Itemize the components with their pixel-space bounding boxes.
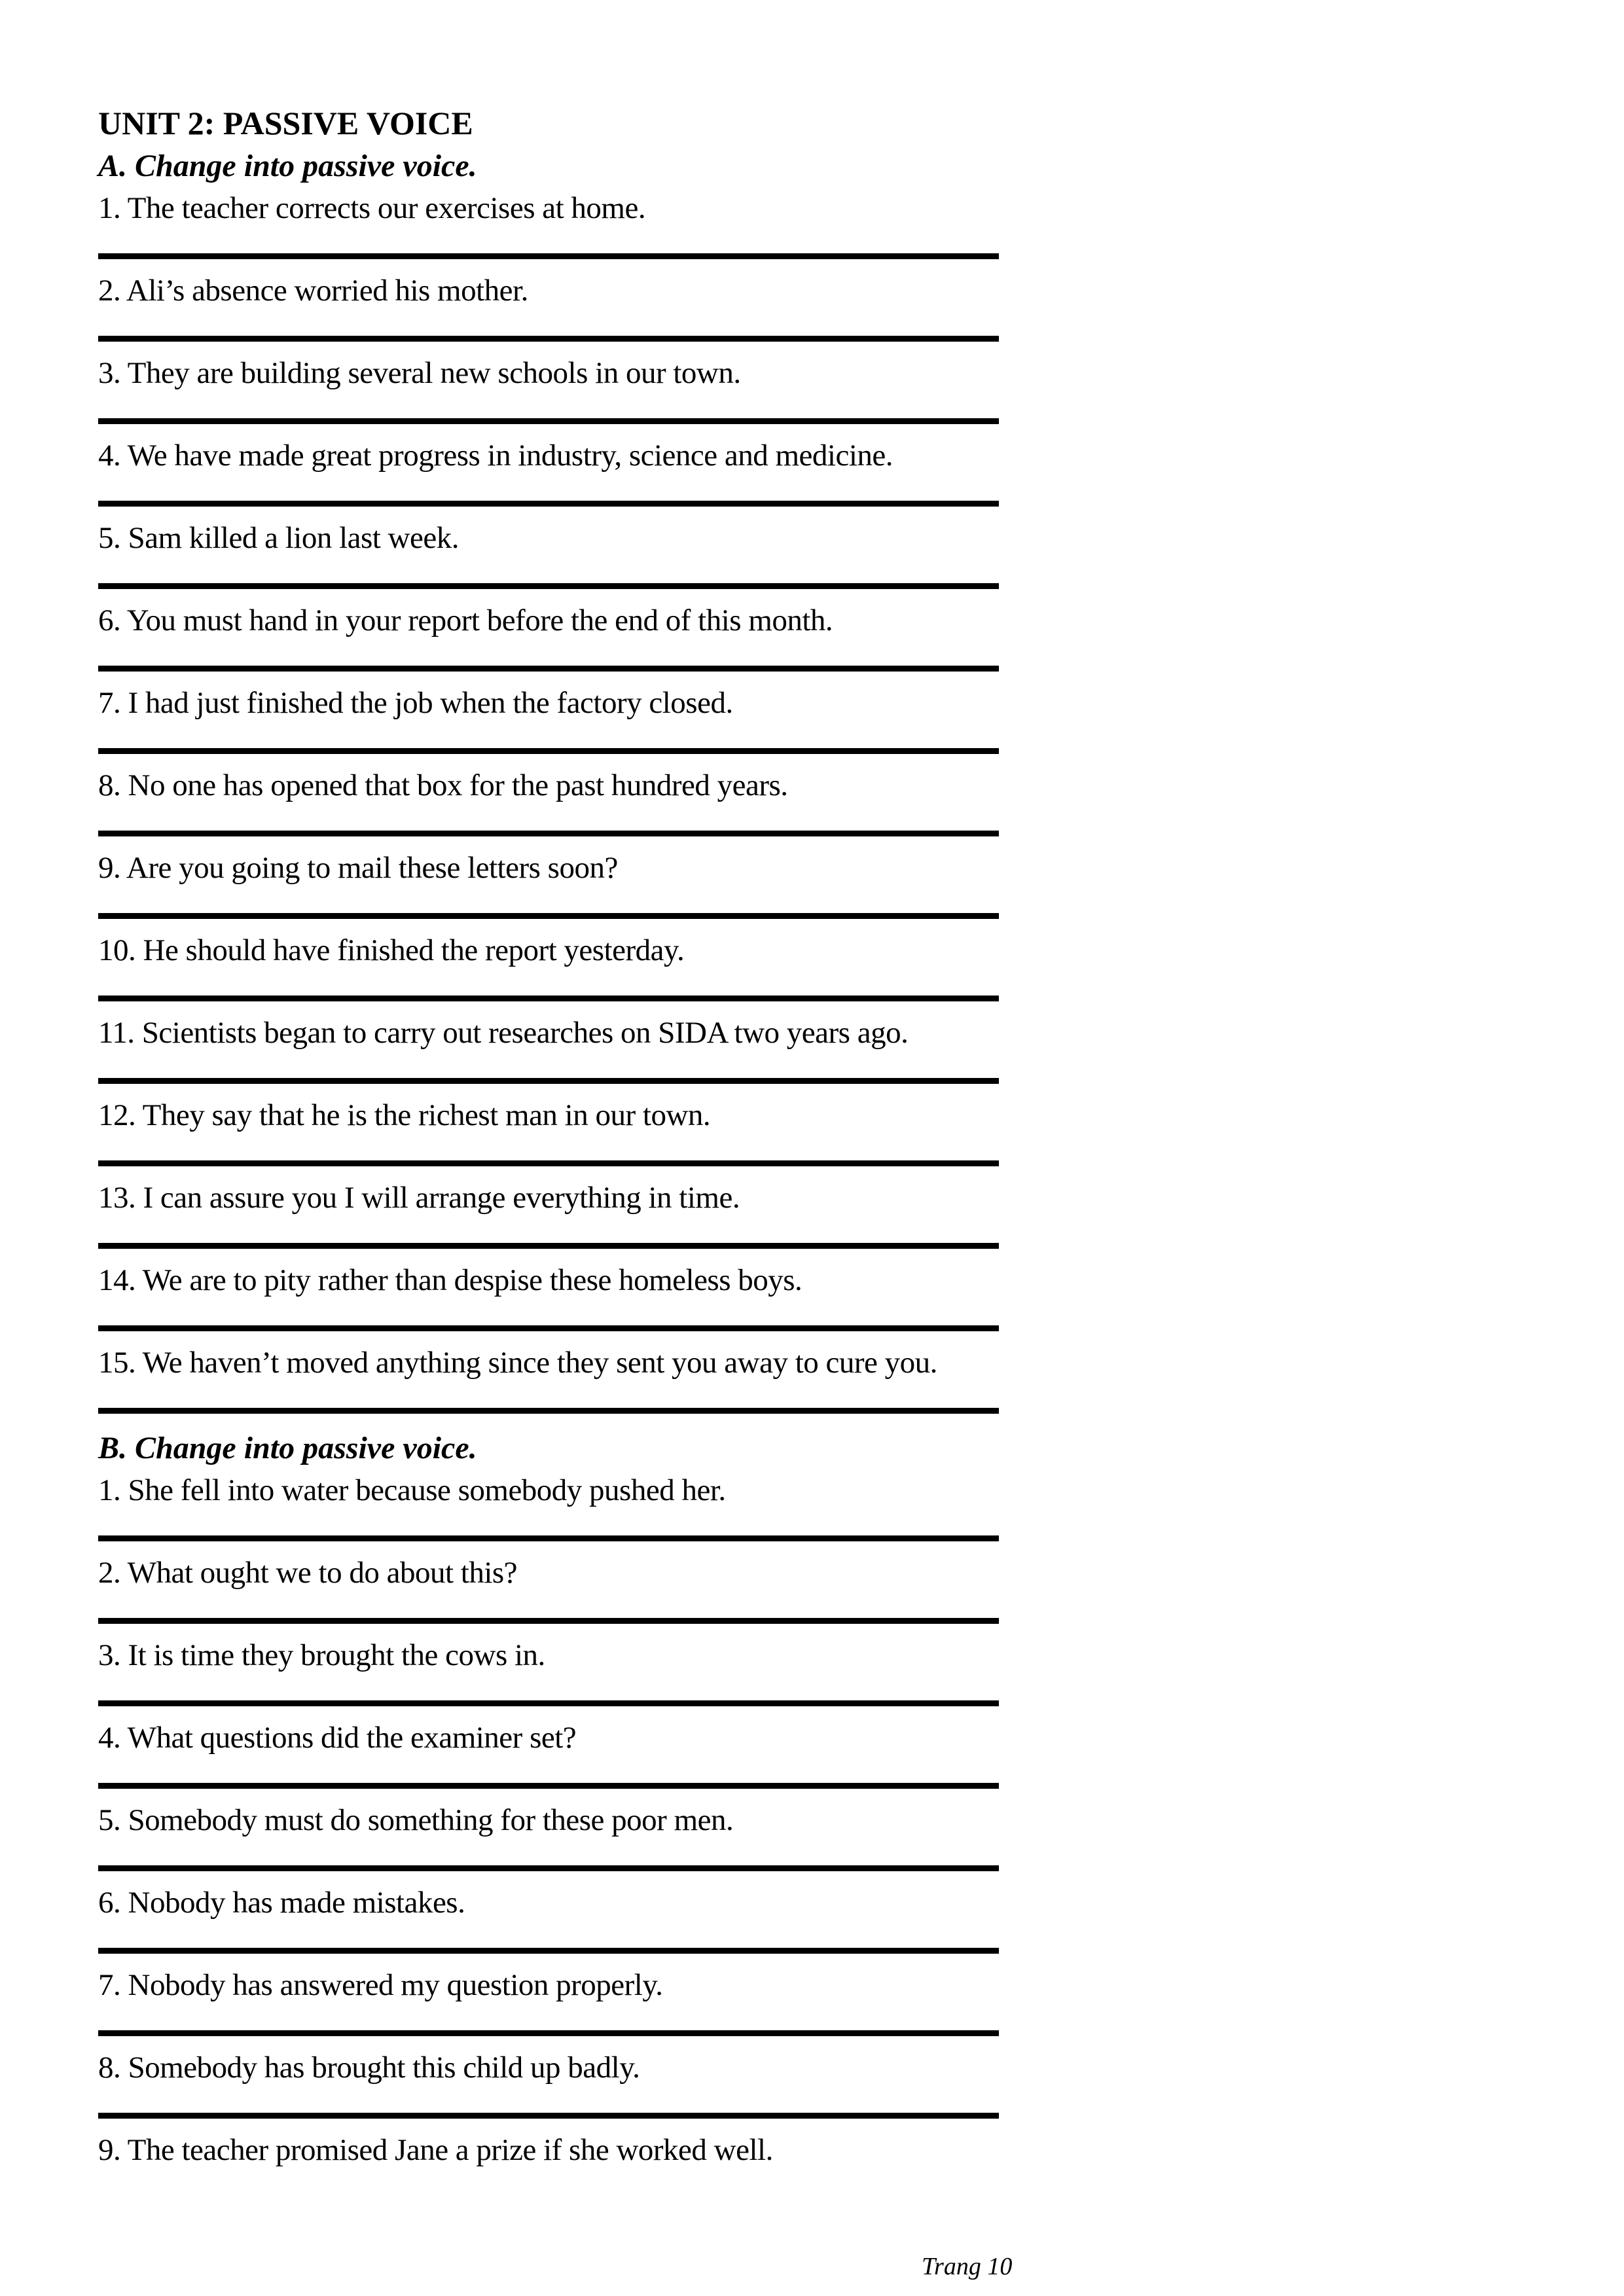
exercise-item xyxy=(98,353,999,424)
exercise-item xyxy=(98,2130,999,2170)
worksheet-content xyxy=(98,101,999,2170)
answer-blank-line xyxy=(98,418,999,424)
sentence: 12. They say that he is the richest man in our town. xyxy=(98,1098,711,1132)
sentence: 14. We are to pity rather than despise these homeless boys. xyxy=(98,1263,803,1297)
exercise-item xyxy=(98,930,999,1001)
answer-blank-line xyxy=(98,1783,999,1789)
answer-blank-line xyxy=(98,1408,999,1414)
exercise-item xyxy=(98,1177,999,1249)
answer-blank-line xyxy=(98,1865,999,1871)
exercise-item xyxy=(98,1470,999,1541)
sentence: 13. I can assure you I will arrange everything in time. xyxy=(98,1181,740,1215)
exercise-item xyxy=(98,1552,999,1624)
answer-blank-line xyxy=(98,748,999,754)
answer-blank-line xyxy=(98,666,999,672)
sentence: 6. You must hand in your report before the end of this month. xyxy=(98,603,833,637)
exercise-item xyxy=(98,765,999,836)
sentence: 9. Are you going to mail these letters soon? xyxy=(98,851,618,885)
answer-blank-line xyxy=(98,1700,999,1706)
sentence: 10. He should have finished the report yesterday. xyxy=(98,933,685,967)
exercise-item xyxy=(98,683,999,754)
sentence: 6. Nobody has made mistakes. xyxy=(98,1886,465,1920)
sentence: 4. We have made great progress in industry, science and medicine. xyxy=(98,439,893,473)
sentence: 1. The teacher corrects our exercises at home. xyxy=(98,191,646,225)
sentence: 1. She fell into water because somebody pushed her. xyxy=(98,1473,726,1507)
sentence: 8. No one has opened that box for the past hundred years. xyxy=(98,768,788,802)
exercise-item xyxy=(98,1800,999,1871)
answer-blank-line xyxy=(98,2113,999,2119)
sentence: 4. What questions did the examiner set? xyxy=(98,1721,577,1755)
exercise-item xyxy=(98,518,999,589)
exercise-item xyxy=(98,848,999,919)
answer-blank-line xyxy=(98,583,999,589)
exercise-item xyxy=(98,1013,999,1084)
exercise-item xyxy=(98,1635,999,1706)
answer-blank-line xyxy=(98,253,999,259)
page-number-footer: Trang 10 xyxy=(922,2253,1013,2280)
answer-blank-line xyxy=(98,913,999,919)
sentence: 11. Scientists began to carry out researches on SIDA two years ago. xyxy=(98,1016,909,1050)
answer-blank-line xyxy=(98,1078,999,1084)
sentence: 7. Nobody has answered my question properly. xyxy=(98,1968,663,2002)
exercise-item xyxy=(98,1095,999,1166)
section-a-heading: A. Change into passive voice. xyxy=(98,149,477,183)
answer-blank-line xyxy=(98,831,999,836)
exercise-item xyxy=(98,1717,999,1789)
answer-blank-line xyxy=(98,1618,999,1624)
exercise-item xyxy=(98,188,999,259)
answer-blank-line xyxy=(98,1160,999,1166)
answer-blank-line xyxy=(98,2030,999,2036)
exercise-item xyxy=(98,600,999,672)
exercise-item xyxy=(98,270,999,342)
sentence: 3. It is time they brought the cows in. xyxy=(98,1638,545,1672)
section-b-heading: B. Change into passive voice. xyxy=(98,1431,477,1465)
sentence: 7. I had just finished the job when the factory closed. xyxy=(98,686,733,720)
page-title: UNIT 2: PASSIVE VOICE xyxy=(98,105,473,141)
sentence: 3. They are building several new schools in our town. xyxy=(98,356,741,390)
answer-blank-line xyxy=(98,1243,999,1249)
sentence: 5. Sam killed a lion last week. xyxy=(98,521,460,555)
answer-blank-line xyxy=(98,1535,999,1541)
exercise-item xyxy=(98,1260,999,1331)
sentence: 5. Somebody must do something for these poor men. xyxy=(98,1803,734,1837)
exercise-item xyxy=(98,435,999,507)
answer-blank-line xyxy=(98,501,999,507)
answer-blank-line xyxy=(98,1948,999,1954)
sentence: 8. Somebody has brought this child up badly. xyxy=(98,2051,640,2085)
sentence: 15. We haven’t moved anything since they sent you away to cure you. xyxy=(98,1346,937,1380)
exercise-item xyxy=(98,1965,999,2036)
exercise-item xyxy=(98,1342,999,1414)
answer-blank-line xyxy=(98,336,999,342)
exercise-item xyxy=(98,2047,999,2119)
answer-blank-line xyxy=(98,1325,999,1331)
sentence: 2. Ali’s absence worried his mother. xyxy=(98,274,528,308)
sentence: 9. The teacher promised Jane a prize if she worked well. xyxy=(98,2133,773,2167)
exercise-item xyxy=(98,1882,999,1954)
sentence: 2. What ought we to do about this? xyxy=(98,1556,518,1590)
answer-blank-line xyxy=(98,996,999,1001)
